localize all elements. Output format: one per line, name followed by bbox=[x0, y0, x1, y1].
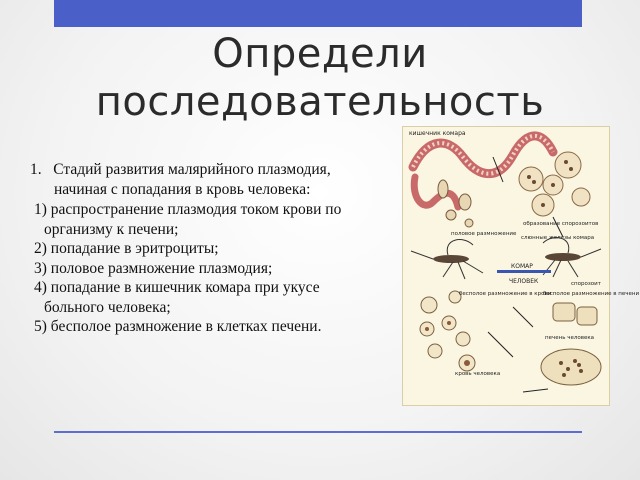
slide-title: Определи последовательность bbox=[95, 31, 545, 125]
label-asexual-blood: бесполое размножение в крови bbox=[459, 291, 552, 297]
plasmodium-lifecycle-figure bbox=[402, 126, 640, 406]
liver-cells bbox=[541, 303, 601, 385]
lifecycle-diagram bbox=[403, 127, 640, 405]
top-accent-bar bbox=[54, 0, 582, 27]
option-5: 5) бесполое размножение в клетках печени. bbox=[34, 318, 322, 335]
label-blood: кровь человека bbox=[455, 371, 501, 377]
option-2: 2) попадание в эритроциты; bbox=[34, 240, 219, 257]
label-human: ЧЕЛОВЕК bbox=[509, 278, 539, 285]
option-1: 1) распространение плазмодия током крови по организму к печени; bbox=[34, 201, 342, 238]
bottom-divider bbox=[54, 431, 582, 433]
task-question: 1. Стадий развития малярийного плазмодия, начиная с попадания в кровь человека: bbox=[30, 161, 331, 198]
red-blood-cells bbox=[420, 291, 475, 371]
option-4: 4) попадание в кишечник комара при укусе больного человека; bbox=[34, 279, 320, 316]
label-sexual-reproduction: половое размножение bbox=[451, 231, 517, 237]
label-liver: печень человека bbox=[545, 335, 595, 341]
label-sporozoite-formation: образование спорозоитов bbox=[523, 221, 599, 227]
label-mosquito: КОМАР bbox=[511, 263, 533, 270]
mosquito-left-drawing bbox=[411, 240, 483, 279]
option-3: 3) половое размножение плазмодия; bbox=[34, 259, 273, 277]
mosquito-right-drawing bbox=[543, 238, 601, 277]
label-salivary-glands: слюнные железы комара bbox=[521, 235, 595, 241]
label-sporozoite: спорозоит bbox=[571, 281, 601, 287]
task-block bbox=[30, 160, 375, 337]
label-mosquito-gut: кишечник комара bbox=[409, 130, 466, 137]
label-asexual-liver: бесполое размножение в печени bbox=[543, 291, 640, 297]
